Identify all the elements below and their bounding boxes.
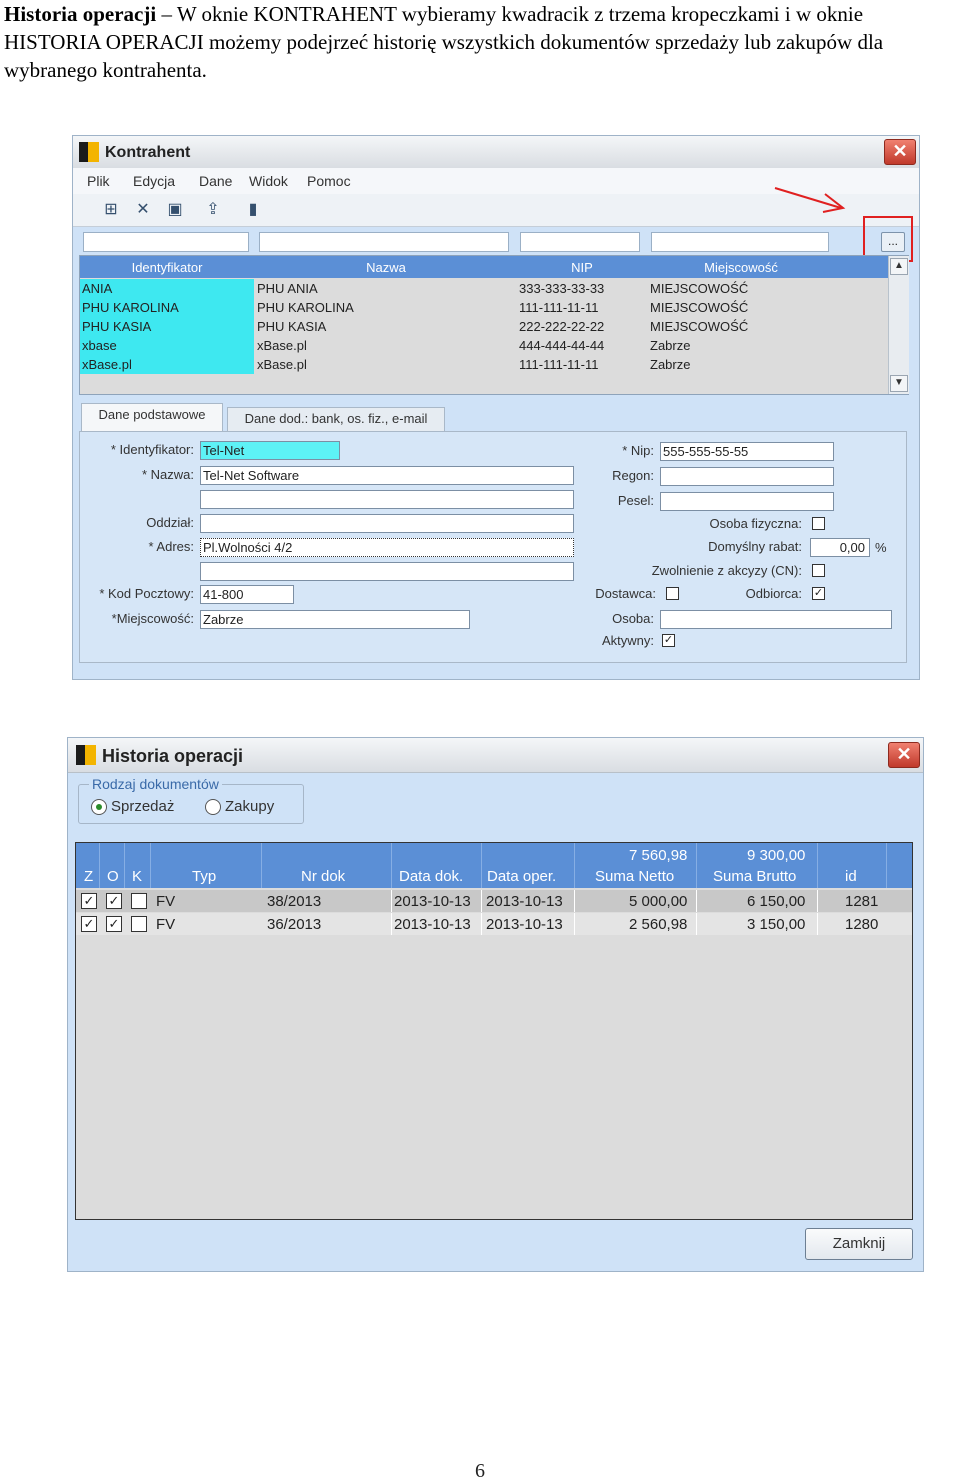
label-miejscowosc: *Miejscowość: xyxy=(111,611,194,626)
sprzedaz-radio[interactable] xyxy=(91,799,107,815)
menu-pomoc[interactable]: Pomoc xyxy=(307,173,351,189)
zakupy-label[interactable]: Zakupy xyxy=(225,798,275,815)
osoba-fizyczna-checkbox[interactable] xyxy=(812,517,825,530)
col-id[interactable]: id xyxy=(845,868,857,885)
label-identyfikator: * Identyfikator: xyxy=(110,442,194,457)
zamknij-button[interactable]: Zamknij xyxy=(805,1228,913,1260)
form-panel xyxy=(79,431,907,663)
label-odbiorca: Odbiorca: xyxy=(745,586,802,601)
kod-pocztowy-field[interactable]: 41-800 xyxy=(200,585,294,604)
intro-paragraph xyxy=(4,0,960,84)
historia-grid-header xyxy=(76,843,912,888)
col-suma-netto[interactable]: Suma Netto xyxy=(595,868,675,885)
regon-field[interactable] xyxy=(660,467,834,486)
historia-grid xyxy=(75,842,913,1220)
header-separator xyxy=(391,843,392,888)
k-checkbox[interactable] xyxy=(131,893,147,909)
z-checkbox[interactable]: ✓ xyxy=(81,916,97,932)
nazwa-field[interactable]: Tel-Net Software xyxy=(200,466,574,485)
col-miejscowosc[interactable]: Miejscowość xyxy=(704,260,778,275)
exit-icon[interactable]: ▮ xyxy=(248,201,258,218)
cell-id: 1280 xyxy=(845,916,879,933)
historia-title: Historia operacji xyxy=(102,746,244,766)
nip-field[interactable]: 555-555-55-55 xyxy=(660,442,834,461)
history-dots-button[interactable]: ... xyxy=(881,232,905,252)
label-pesel: Pesel: xyxy=(617,493,654,508)
nazwa2-field[interactable] xyxy=(200,490,574,509)
cell-typ: FV xyxy=(156,916,176,933)
sprzedaz-label[interactable]: Sprzedaż xyxy=(111,798,175,815)
col-o[interactable]: O xyxy=(107,868,119,885)
filter-identyfikator[interactable] xyxy=(83,232,249,252)
menu-dane[interactable]: Dane xyxy=(199,173,233,189)
rodzaj-dokumentow-group xyxy=(78,776,304,824)
label-akcyza: Zwolnienie z akcyzy (CN): xyxy=(651,563,802,578)
cell-suma-brutto: 6 150,00 xyxy=(747,893,806,910)
cell-identyfikator: xbase xyxy=(80,336,254,355)
red-arrow-icon xyxy=(773,184,853,216)
cell-typ: FV xyxy=(156,893,176,910)
col-k[interactable]: K xyxy=(132,868,143,885)
header-separator xyxy=(481,843,482,888)
row-separator xyxy=(481,890,482,912)
tab-dane-podstawowe[interactable]: Dane podstawowe xyxy=(81,403,223,431)
cell-miejscowosc: MIEJSCOWOŚĆ xyxy=(650,300,749,315)
cell-data-oper: 2013-10-13 xyxy=(486,893,563,910)
historia-titlebar xyxy=(68,738,923,773)
filter-nazwa[interactable] xyxy=(259,232,509,252)
header-separator xyxy=(99,843,100,888)
o-checkbox[interactable]: ✓ xyxy=(106,916,122,932)
identyfikator-field[interactable]: Tel-Net xyxy=(200,441,340,460)
odbiorca-checkbox[interactable]: ✓ xyxy=(813,587,824,599)
cell-miejscowosc: Zabrze xyxy=(650,338,691,353)
close-icon[interactable]: ✕ xyxy=(884,139,916,165)
app-icon xyxy=(76,745,96,765)
filter-nip[interactable] xyxy=(520,232,640,252)
cell-nip: 111-111-11-11 xyxy=(519,300,599,315)
row-separator xyxy=(696,913,697,935)
intro-heading: Historia operacji xyxy=(4,2,157,26)
col-identyfikator[interactable]: Identyfikator xyxy=(131,260,203,275)
cell-nr-dok: 38/2013 xyxy=(267,893,322,910)
col-data-oper[interactable]: Data oper. xyxy=(487,868,557,885)
close-icon[interactable]: ✕ xyxy=(888,742,920,768)
header-separator xyxy=(574,843,575,888)
table-row[interactable] xyxy=(76,890,912,912)
o-checkbox[interactable]: ✓ xyxy=(106,893,122,909)
col-z[interactable]: Z xyxy=(84,868,94,885)
cell-nip: 111-111-11-11 xyxy=(519,357,599,372)
adres-field[interactable]: Pl.Wolności 4/2 xyxy=(200,538,574,557)
col-nr-dok[interactable]: Nr dok xyxy=(301,868,346,885)
table-row[interactable] xyxy=(80,298,888,317)
scroll-up-icon[interactable]: ▲ xyxy=(890,258,908,275)
scroll-down-icon[interactable]: ▼ xyxy=(890,375,908,392)
kontrahent-grid xyxy=(79,255,909,395)
cell-nazwa: PHU KASIA xyxy=(257,319,327,334)
label-kod-pocztowy: * Kod Pocztowy: xyxy=(99,586,194,601)
cell-id: 1281 xyxy=(845,893,879,910)
menu-widok[interactable]: Widok xyxy=(249,173,288,189)
header-separator xyxy=(817,843,818,888)
table-row[interactable] xyxy=(80,317,888,336)
label-dostawca: Dostawca: xyxy=(595,586,656,601)
adres2-field[interactable] xyxy=(200,562,574,581)
kontrahent-titlebar xyxy=(73,136,919,169)
label-oddzial: Oddział: xyxy=(146,515,194,530)
cell-nazwa: xBase.pl xyxy=(257,357,307,372)
col-data-dok[interactable]: Data dok. xyxy=(399,868,464,885)
rabat-field[interactable]: 0,00 xyxy=(810,538,870,557)
table-row[interactable] xyxy=(80,355,888,374)
cell-miejscowosc: MIEJSCOWOŚĆ xyxy=(650,319,749,334)
col-nazwa[interactable]: Nazwa xyxy=(366,260,406,275)
cell-suma-brutto: 3 150,00 xyxy=(747,916,806,933)
row-separator xyxy=(696,890,697,912)
cell-identyfikator: xBase.pl xyxy=(80,355,254,374)
total-brutto: 9 300,00 xyxy=(747,847,806,864)
table-row[interactable] xyxy=(76,913,912,935)
cell-identyfikator: PHU KASIA xyxy=(80,317,254,336)
row-separator xyxy=(391,890,392,912)
rabat-unit: % xyxy=(875,540,887,555)
intro-text: – W oknie KONTRAHENT wybieramy kwadracik z trzema kropeczkami i w oknie HISTORIA OPERACJI możemy podejrzeć historię wszystkich dokumentów sprzedaży lub zakupów dla wybranego kontrahenta. xyxy=(4,2,884,82)
label-nip: * Nip: xyxy=(622,443,654,458)
label-nazwa: * Nazwa: xyxy=(141,467,194,482)
label-aktywny: Aktywny: xyxy=(601,633,654,648)
cell-nr-dok: 36/2013 xyxy=(267,916,322,933)
z-checkbox[interactable]: ✓ xyxy=(81,893,97,909)
header-separator xyxy=(696,843,697,888)
row-separator xyxy=(817,913,818,935)
osoba-field[interactable] xyxy=(660,610,892,629)
row-separator xyxy=(574,913,575,935)
row-separator xyxy=(481,913,482,935)
miejscowosc-field[interactable]: Zabrze xyxy=(200,610,470,629)
cell-nip: 333-333-33-33 xyxy=(519,281,605,296)
export-icon[interactable]: ⇪ xyxy=(206,201,220,218)
header-separator xyxy=(261,843,262,888)
grid-scrollbar[interactable] xyxy=(888,256,909,394)
cell-identyfikator: ANIA xyxy=(80,279,254,298)
label-regon: Regon: xyxy=(612,468,654,483)
cell-nip: 444-444-44-44 xyxy=(519,338,605,353)
table-row[interactable] xyxy=(80,279,888,298)
group-title: Rodzaj dokumentów xyxy=(89,776,222,792)
cell-nazwa: PHU ANIA xyxy=(257,281,318,296)
menu-plik[interactable]: Plik xyxy=(87,173,110,189)
historia-window xyxy=(67,737,924,1272)
cell-suma-netto: 5 000,00 xyxy=(629,893,688,910)
cell-nazwa: xBase.pl xyxy=(257,338,307,353)
cell-suma-netto: 2 560,98 xyxy=(629,916,688,933)
label-osoba-fizyczna: Osoba fizyczna: xyxy=(709,516,802,531)
label-adres: * Adres: xyxy=(148,539,194,554)
label-rabat: Domyślny rabat: xyxy=(708,539,802,554)
row-separator xyxy=(391,913,392,935)
row-separator xyxy=(574,890,575,912)
cell-miejscowosc: Zabrze xyxy=(650,357,691,372)
save-icon[interactable]: ▣ xyxy=(167,201,183,218)
grid-header xyxy=(80,256,888,278)
app-icon xyxy=(79,142,99,162)
col-typ[interactable]: Typ xyxy=(192,868,217,885)
aktywny-checkbox[interactable]: ✓ xyxy=(663,634,674,646)
kontrahent-title: Kontrahent xyxy=(105,144,191,161)
filter-miejscowosc[interactable] xyxy=(651,232,829,252)
table-row[interactable] xyxy=(80,336,888,355)
delete-icon[interactable]: ✕ xyxy=(136,201,150,218)
tab-dane-dodatkowe[interactable]: Dane dod.: bank, os. fiz., e-mail xyxy=(227,407,445,431)
menu-edycja[interactable]: Edycja xyxy=(133,173,176,189)
header-separator xyxy=(886,843,887,888)
cell-nazwa: PHU KAROLINA xyxy=(257,300,354,315)
cell-data-oper: 2013-10-13 xyxy=(486,916,563,933)
row-separator xyxy=(817,890,818,912)
col-nip[interactable]: NIP xyxy=(571,260,593,275)
akcyza-checkbox[interactable] xyxy=(812,564,825,577)
cell-identyfikator: PHU KAROLINA xyxy=(80,298,254,317)
k-checkbox[interactable] xyxy=(131,916,147,932)
dostawca-checkbox[interactable] xyxy=(666,587,679,600)
cell-data-dok: 2013-10-13 xyxy=(394,893,471,910)
header-separator xyxy=(150,843,151,888)
cell-nip: 222-222-22-22 xyxy=(519,319,605,334)
zakupy-radio[interactable] xyxy=(205,799,221,815)
new-record-icon[interactable]: ⊞ xyxy=(104,201,118,218)
cell-data-dok: 2013-10-13 xyxy=(394,916,471,933)
col-suma-brutto[interactable]: Suma Brutto xyxy=(713,868,797,885)
header-separator xyxy=(124,843,125,888)
cell-miejscowosc: MIEJSCOWOŚĆ xyxy=(650,281,749,296)
kontrahent-window xyxy=(72,135,920,680)
pesel-field[interactable] xyxy=(660,492,834,511)
page-number: 6 xyxy=(475,1460,485,1482)
oddzial-field[interactable] xyxy=(200,514,574,533)
label-osoba: Osoba: xyxy=(612,611,654,626)
total-netto: 7 560,98 xyxy=(629,847,688,864)
